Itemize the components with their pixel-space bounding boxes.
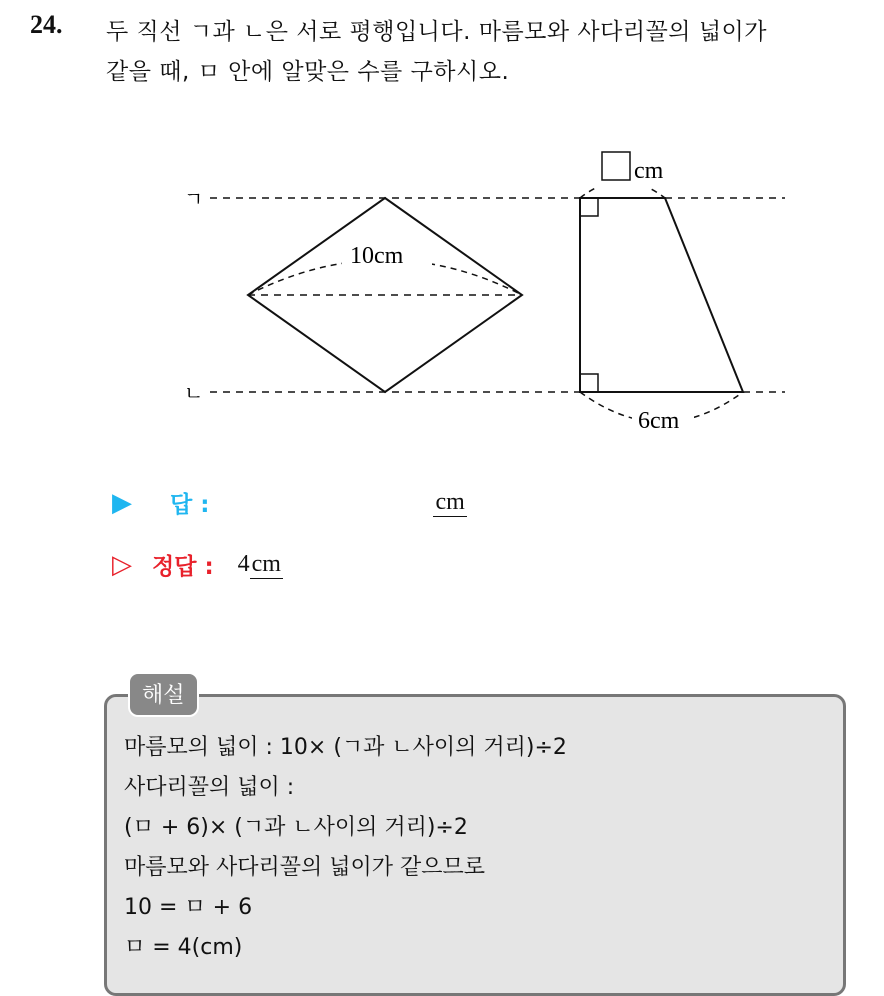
correct-answer-value: 4 [237, 551, 250, 577]
solution-line: 마름모와 사다리꼴의 넓이가 같으므로 [124, 855, 486, 880]
answer-row [112, 486, 467, 519]
correct-answer-row [112, 548, 283, 581]
answer-blank[interactable]: cm [435, 488, 465, 515]
solution-line: (ㅁ + 6)× (ㄱ과 ㄴ사이의 거리)÷2 [124, 815, 468, 840]
correct-answer-label: 정답 : [152, 554, 214, 580]
answer-arrow-icon: ▶ [112, 487, 132, 518]
question-number: 24. [30, 10, 63, 39]
label-top-line: ㄱ [184, 187, 204, 211]
correct-answer-unit: cm [251, 550, 281, 577]
solution-line: ㅁ = 4(cm) [124, 935, 243, 960]
solution-lines [124, 728, 567, 968]
label-bottom-line: ㄴ [184, 381, 204, 405]
right-angle-bottom [580, 374, 598, 392]
question-text [106, 12, 876, 92]
rhombus-diagonal-label: 10cm [350, 243, 404, 269]
solution-line: 마름모의 넓이 : 10× (ㄱ과 ㄴ사이의 거리)÷2 [124, 735, 567, 760]
correct-arrow-icon: ▷ [112, 549, 132, 580]
geometry-figure [170, 140, 810, 440]
solution-tag: 해설 [128, 672, 199, 717]
trapezoid-top-label: cm [634, 158, 664, 184]
question-line-2: 같을 때, ㅁ 안에 알맞은 수를 구하시오. [106, 59, 510, 85]
trapezoid [580, 198, 743, 392]
blank-box [602, 152, 630, 180]
question-line-1: 두 직선 ㄱ과 ㄴ은 서로 평행입니다. 마름모와 사다리꼴의 넓이가 [106, 19, 767, 45]
right-angle-top [580, 198, 598, 216]
solution-line: 10 = ㅁ + 6 [124, 895, 253, 920]
answer-label: 답 : [170, 492, 210, 518]
trapezoid-bottom-label: 6cm [638, 408, 680, 434]
solution-line: 사다리꼴의 넓이 : [124, 775, 295, 800]
